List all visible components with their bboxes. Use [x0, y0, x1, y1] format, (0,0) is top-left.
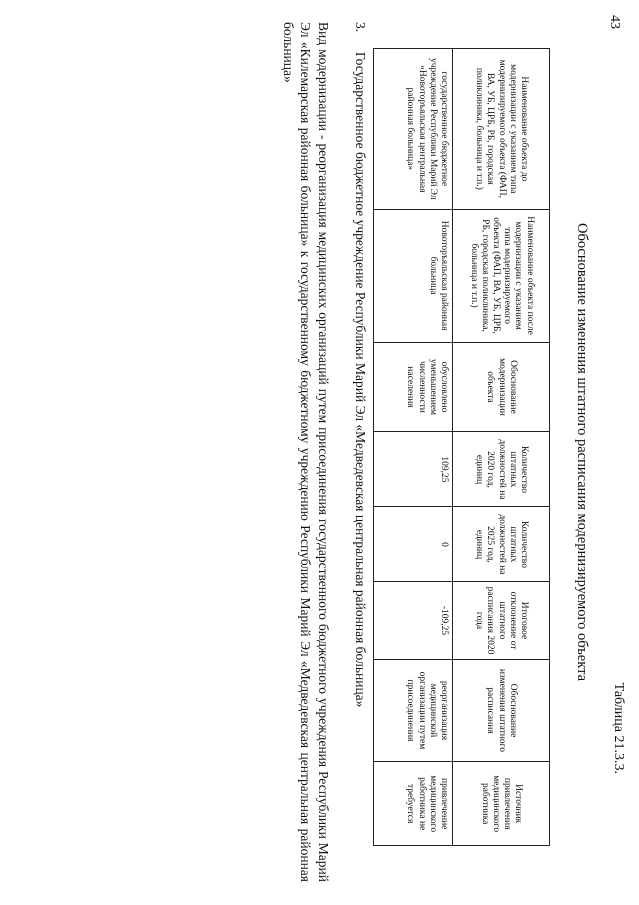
header-positions-2025: Количество штатных должностей на 2025 год, единиц: [453, 507, 550, 582]
header-positions-2020: Количество штатных должностей на 2020 год, единиц: [453, 432, 550, 507]
header-staffing-change-reason: Обоснование изменения штатного расписания: [453, 659, 550, 762]
table-number: Таблица 21.3.3.: [611, 682, 626, 774]
cell-modernization-reason: обусловлено уменьшением численности населения: [374, 342, 453, 432]
cell-staffing-change-reason: реорганизация медицинской организации путем присоединения: [374, 659, 453, 762]
modernization-paragraph: Вид модернизации - реорганизация медицинских организаций путем присоединения государственного бюджетного учреждения Республики Марий Эл «Килемарская районная больница» к государственному бюджетному учреждению Республики Марий Эл «Медведевская центральная районная больница»: [280, 22, 331, 882]
header-modernization-reason: Обоснование модернизации объекта: [453, 342, 550, 432]
section-heading: [352, 22, 368, 882]
header-total-deviation: Итоговое отклонение от штатного расписания 2020 года: [453, 582, 550, 659]
page-number: 43: [607, 15, 622, 29]
table-header-row: [453, 49, 550, 846]
staffing-table: [373, 48, 550, 846]
cell-positions-2025: 0: [374, 507, 453, 582]
header-object-before: Наименование объекта до модернизации с указанием типа модернизируемого объекта (ФАП, ВА, УБ, ЦРБ, РБ, городская поликлиника, больница и т.п.): [453, 49, 550, 210]
cell-total-deviation: -109,25: [374, 582, 453, 659]
section-title: Государственное бюджетное учреждение Республики Марий Эл «Медведевская центральная районная больница»: [353, 52, 368, 708]
header-object-after: Наименование объекта после модернизации с указанием типа модернизируемого объекта (ФАП, ВА, УБ, ЦРБ, РБ, городская поликлиника, больница и т.п.): [453, 209, 550, 342]
table-row: [374, 49, 453, 846]
table-title: Обоснование изменения штатного расписания модернизируемого объекта: [574, 222, 590, 682]
section-number: 3.: [353, 22, 368, 33]
rotated-page-content: [10, 12, 630, 892]
cell-object-after: Новоторъяльская районная больница: [374, 209, 453, 342]
header-staff-source: Источник привлечения медицинского работника: [453, 762, 550, 846]
cell-object-before: государственное бюджетное учреждение Республики Марий Эл «Новоторъяльская центральная районная больница»: [374, 49, 453, 210]
cell-staff-source: привлечение медицинского работника не требуется: [374, 762, 453, 846]
cell-positions-2020: 109,25: [374, 432, 453, 507]
